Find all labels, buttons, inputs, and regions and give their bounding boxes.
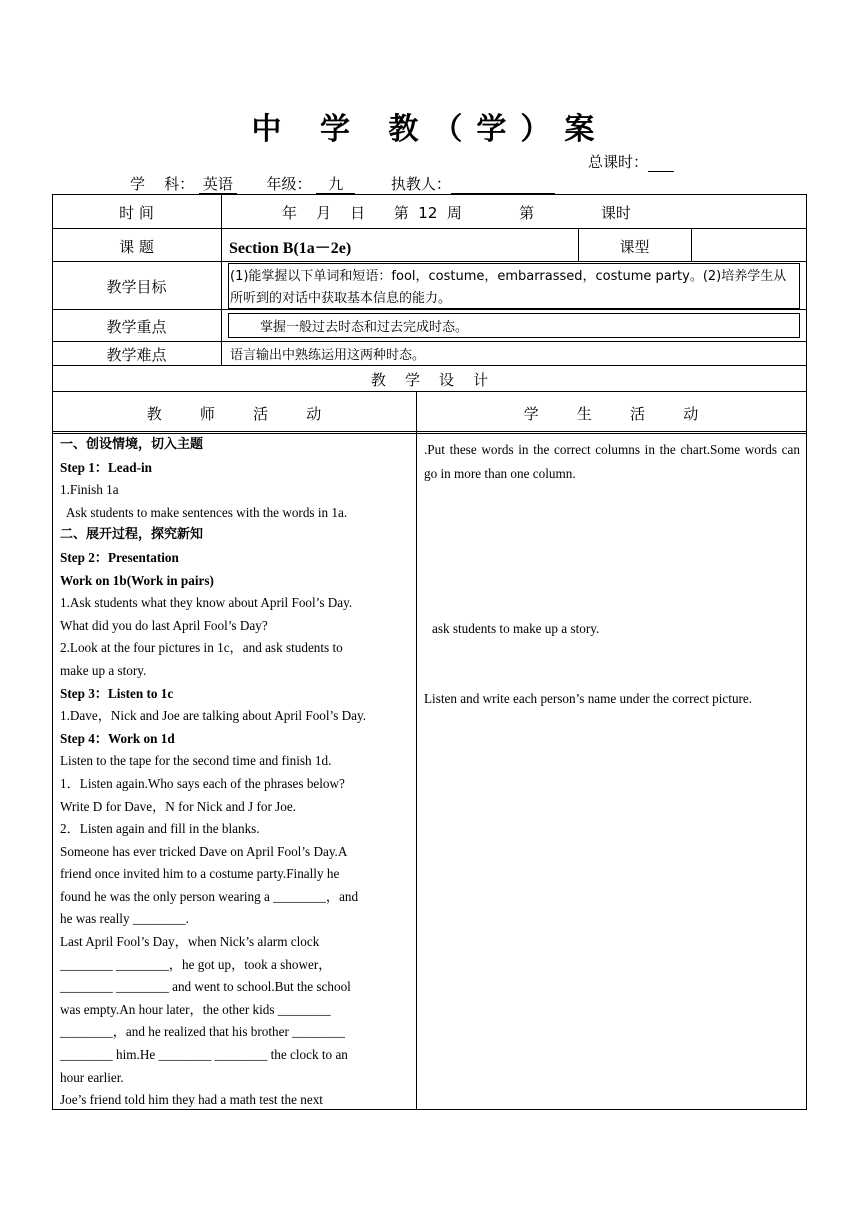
text-line: ________，and he realized that his brother ________ [60, 1024, 345, 1040]
sub-heading: Work on 1b(Work in pairs) [60, 572, 214, 588]
time-value: 年 月 日 第 12 周 第 课时 [282, 204, 631, 222]
total-hours [588, 151, 674, 172]
student-activity-1: .Put these words in the correct columns in the chart.Some words can go in more than one column. [424, 442, 800, 481]
text-line: Write D for Dave，N for Nick and J for Joe. [60, 798, 297, 814]
text-line: was empty.An hour later，the other kids ________ [60, 1001, 331, 1017]
design-heading: 教 学 设 计 [370, 371, 489, 389]
section-heading: 一、创设情境，切入主题 [60, 437, 204, 452]
difficulty-value: 语言输出中熟练运用这两种时态。 [230, 348, 426, 363]
text-line: Ask students to make sentences with the words in 1a. [60, 504, 348, 520]
teacher-label: 执教人： [390, 175, 451, 193]
grade-value: 九 [316, 175, 355, 194]
key-value: 掌握一般过去时态和过去完成时态。 [260, 320, 469, 335]
section-heading: 二、展开过程，探究新知 [60, 527, 204, 543]
text-line: Someone has ever tricked Dave on April Fool’s Day.A [60, 843, 348, 859]
goals-line-2: 所听到的对话中获取基本信息的能力。 [230, 291, 452, 306]
text-line: Listen to the tape for the second time and finish 1d. [60, 753, 332, 769]
text-line: Last April Fool’s Day，when Nick’s alarm clock [60, 934, 320, 950]
subject-value: 英语 [199, 175, 237, 194]
text-line: ________ him.He ________ ________ the clock to an [60, 1047, 348, 1063]
meta-row [130, 173, 555, 194]
teacher-activity-heading: 教 师 活 动 [146, 405, 322, 423]
subject-label: 学 科： [130, 175, 195, 193]
text-line: 1.Dave，Nick and Joe are talking about April Fool’s Day. [60, 708, 367, 724]
step-heading: Step 3：Listen to 1c [60, 685, 174, 701]
text-line: 1.Finish 1a [60, 482, 119, 498]
student-activity-heading: 学 生 活 动 [523, 405, 699, 423]
teacher-activity-content [60, 434, 412, 1112]
step-heading: Step 4：Work on 1d [60, 730, 175, 746]
step-heading: Step 2：Presentation [60, 549, 179, 565]
text-line: found he was the only person wearing a ________，and [60, 888, 359, 904]
student-activity-3: Listen and write each person’s name under the correct picture. [424, 691, 753, 706]
grade-label: 年级： [266, 175, 312, 193]
step-heading: Step 1：Lead-in [60, 459, 152, 475]
total-hours-blank [648, 157, 674, 172]
text-line: ________ ________ and went to school.But the school [60, 979, 351, 995]
goals-line-1: (1)能掌握以下单词和短语：fool，costume，embarrassed，costume party。(2)培养学生从 [230, 269, 787, 284]
text-line: ________ ________，he got up，took a shower， [60, 956, 332, 972]
time-label: 时 间 [119, 204, 154, 222]
topic-label: 课 题 [119, 238, 154, 256]
text-line: What did you do last April Fool’s Day? [60, 617, 268, 633]
text-line: 1.Ask students what they know about April Fool’s Day. [60, 595, 353, 611]
text-line: make up a story. [60, 662, 147, 678]
total-hours-label: 总课时： [588, 153, 649, 171]
text-line: he was really ________. [60, 911, 189, 927]
key-label: 教学重点 [106, 318, 167, 336]
page-title: 中 学 教（学）案 [251, 112, 609, 147]
goals-label: 教学目标 [106, 278, 167, 296]
text-line: 2.Look at the four pictures in 1c，and ask students to [60, 640, 343, 656]
text-line: Joe’s friend told him they had a math test the next [60, 1092, 323, 1108]
teacher-blank [451, 179, 555, 194]
type-label: 课型 [619, 238, 650, 256]
text-line: 1．Listen again.Who says each of the phrases below? [60, 775, 345, 791]
text-line: 2．Listen again and fill in the blanks. [60, 821, 260, 837]
difficulty-label: 教学难点 [106, 346, 167, 364]
text-line: friend once invited him to a costume party.Finally he [60, 866, 340, 882]
topic-value: Section B(1a－2e) [229, 240, 352, 257]
student-activity-2: ask students to make up a story. [432, 621, 600, 636]
text-line: hour earlier. [60, 1069, 124, 1085]
